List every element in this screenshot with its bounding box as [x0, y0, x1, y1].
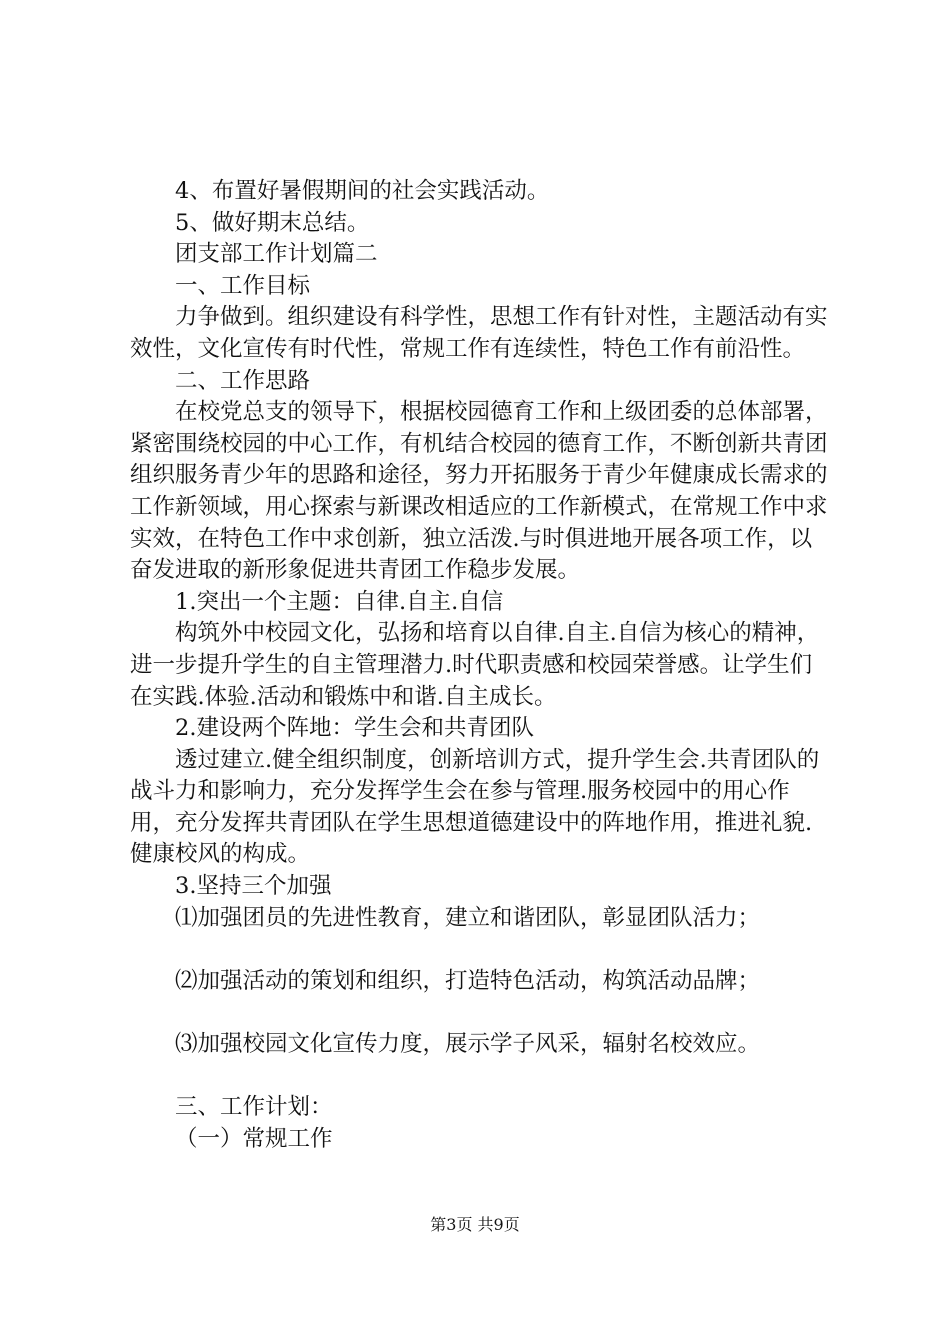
page-number: 第3页 共9页	[430, 1215, 520, 1234]
list-item-strengthen-3: ⑶加强校园文化宣传力度，展示学子风采，辐射名校效应。	[175, 1031, 761, 1058]
paragraph-one-theme: 构筑外中校园文化，弘扬和培育以自律.自主.自信为核心的精神，进一步提升学生的自主管理潜力.时代职责感和校园荣誉感。让学生们在实践.体验.活动和锻炼中和谐.自主成长。	[130, 620, 820, 710]
heading-work-approach: 二、工作思路	[175, 367, 311, 394]
subheading-three-strengthen: 3.坚持三个加强	[175, 873, 332, 900]
paragraph-two-bases: 透过建立.健全组织制度，创新培训方式，提升学生会.共青团队的战斗力和影响力，充分发挥学生会在参与管理.服务校园中的用心作用，充分发挥共青团队在学生思想道德建设中的阵地作用，推进礼貌.健康校风的构成。	[130, 746, 820, 868]
heading-work-goals: 一、工作目标	[175, 272, 311, 299]
list-item-5: 5、做好期末总结。	[175, 209, 370, 236]
list-item-4: 4、布置好暑假期间的社会实践活动。	[175, 178, 550, 204]
paragraph-work-goals: 力争做到。组织建设有科学性，思想工作有针对性，主题活动有实效性，文化宣传有时代性，常规工作有连续性，特色工作有前沿性。	[130, 304, 828, 362]
spacer	[130, 997, 830, 1029]
list-item-strengthen-1: ⑴加强团员的先进性教育，建立和谐团队，彰显团队活力；	[175, 904, 761, 931]
list-item-strengthen-2: ⑵加强活动的策划和组织，打造特色活动，构筑活动品牌；	[175, 967, 761, 994]
spacer	[130, 1061, 830, 1093]
spacer	[130, 934, 830, 966]
subheading-two-bases: 2.建设两个阵地：学生会和共青团队	[175, 715, 534, 742]
section-title: 团支部工作计划篇二	[175, 241, 378, 268]
paragraph-work-approach: 在校党总支的领导下，根据校园德育工作和上级团委的总体部署，紧密围绕校园的中心工作，有机结合校园的德育工作，不断创新共青团组织服务青少年的思路和途径，努力开拓服务于青少年健康成长需求的工作新领域，用心探索与新课改相适应的工作新模式，在常规工作中求实效，在特色工作中求创新，独立活泼.与时俱进地开展各项工作，以奋发进取的新形象促进共青团工作稳步发展。	[130, 399, 828, 584]
heading-work-plan: 三、工作计划：	[175, 1094, 333, 1121]
document-body	[130, 176, 830, 1155]
subheading-routine-work: （一）常规工作	[175, 1125, 333, 1152]
subheading-one-theme: 1.突出一个主题：自律.自主.自信	[175, 588, 504, 615]
